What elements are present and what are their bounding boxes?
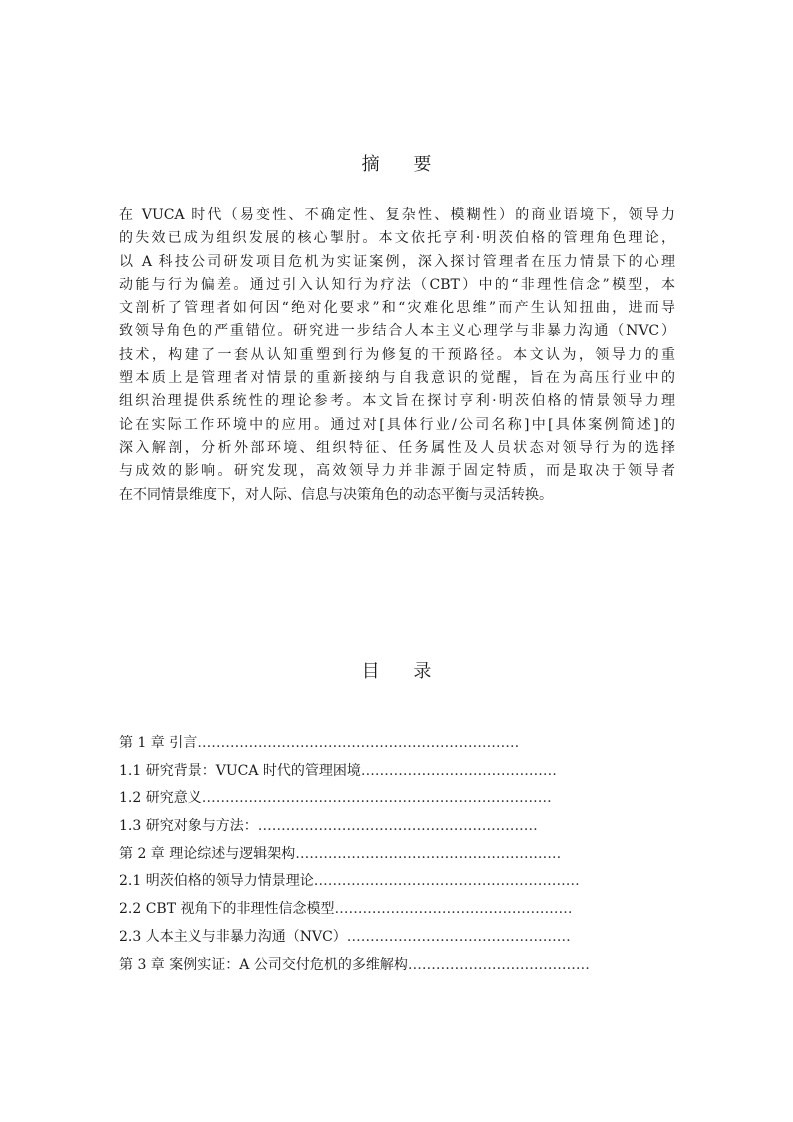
abstract-line: 的失效已成为组织发展的核心掣肘。本文依托亨利·明茨伯格的管理角色理论， [119,230,675,247]
toc-leader-dots: ………………………………………… [346,928,571,945]
toc-entry-label: 2.1 明茨伯格的领导力情景理论 [119,873,314,890]
abstract-line: 动能与行为偏差。通过引入认知行为疗法（CBT）中的“非理性信念”模型，本 [119,276,675,293]
toc-entry-label: 1.2 研究意义 [119,790,202,807]
toc-leader-dots: …………………………………………………… [257,818,538,835]
abstract-line: 与成效的影响。研究发现，高效领导力并非源于固定特质，而是取决于领导者 [119,463,675,480]
abstract-body [119,204,675,507]
toc-entry-chapter-3[interactable] [119,952,679,980]
toc-entry-section-2-2[interactable] [119,896,679,924]
abstract-line: 塑本质上是管理者对情景的重新接纳与自我意识的觉醒，旨在为高压行业中的 [119,370,675,387]
toc-entry-label: 1.1 研究背景：VUCA 时代的管理困境 [119,762,361,779]
toc-leader-dots: ………………………………………………………………… [201,790,552,807]
toc-entry-section-1-1[interactable] [119,758,679,786]
toc-entry-label: 2.3 人本主义与非暴力沟通（NVC） [119,928,347,945]
toc-leader-dots: …………………………………………… [334,901,573,918]
abstract-line: 以 A 科技公司研发项目危机为实证案例，深入探讨管理者在压力情景下的心理 [119,253,675,270]
abstract-title: 摘 要 [361,154,446,175]
toc-entry-label: 第 2 章 理论综述与逻辑架构 [119,845,296,862]
toc-entry-section-1-3[interactable] [119,813,679,841]
abstract-line: 在不同情景维度下，对人际、信息与决策角色的动态平衡与灵活转换。 [119,486,553,503]
toc-title: 目 录 [361,661,446,682]
toc-leader-dots: ………………………………………………… [313,873,580,890]
table-of-contents [119,730,679,979]
abstract-line: 技术，构建了一套从认知重塑到行为修复的干预路径。本文认为，领导力的重 [119,346,675,363]
toc-leader-dots: ………………………………… [407,956,590,973]
toc-entry-label: 1.3 研究对象与方法： [119,818,258,835]
abstract-line: 致领导角色的严重错位。研究进一步结合人本主义心理学与非暴力沟通（NVC） [119,323,675,340]
toc-leader-dots: …………………………………………………………… [197,735,520,751]
toc-leader-dots: …………………………………… [360,762,557,779]
toc-entry-section-2-3[interactable] [119,924,679,952]
toc-entry-chapter-2[interactable] [119,841,679,869]
toc-entry-label: 2.2 CBT 视角下的非理性信念模型 [119,901,335,918]
abstract-line: 论在实际工作环境中的应用。通过对[具体行业/公司名称]中[具体案例简述]的 [119,416,675,433]
toc-entry-chapter-1[interactable] [119,730,679,758]
toc-entry-section-2-1[interactable] [119,868,679,896]
abstract-line: 在 VUCA 时代（易变性、不确定性、复杂性、模糊性）的商业语境下，领导力 [119,207,675,223]
toc-entry-label: 第 1 章 引言 [119,735,198,751]
abstract-line: 文剖析了管理者如何因“绝对化要求”和“灾难化思维”而产生认知扭曲，进而导 [119,300,675,317]
toc-leader-dots: ………………………………………………… [295,845,562,862]
abstract-line: 深入解剖，分析外部环境、组织特征、任务属性及人员状态对领导行为的选择 [119,439,675,456]
toc-entry-section-1-2[interactable] [119,785,679,813]
abstract-line: 组织治理提供系统性的理论参考。本文旨在探讨亨利·明茨伯格的情景领导力理 [119,393,675,410]
toc-entry-label: 第 3 章 案例实证：A 公司交付危机的多维解构 [119,956,408,973]
